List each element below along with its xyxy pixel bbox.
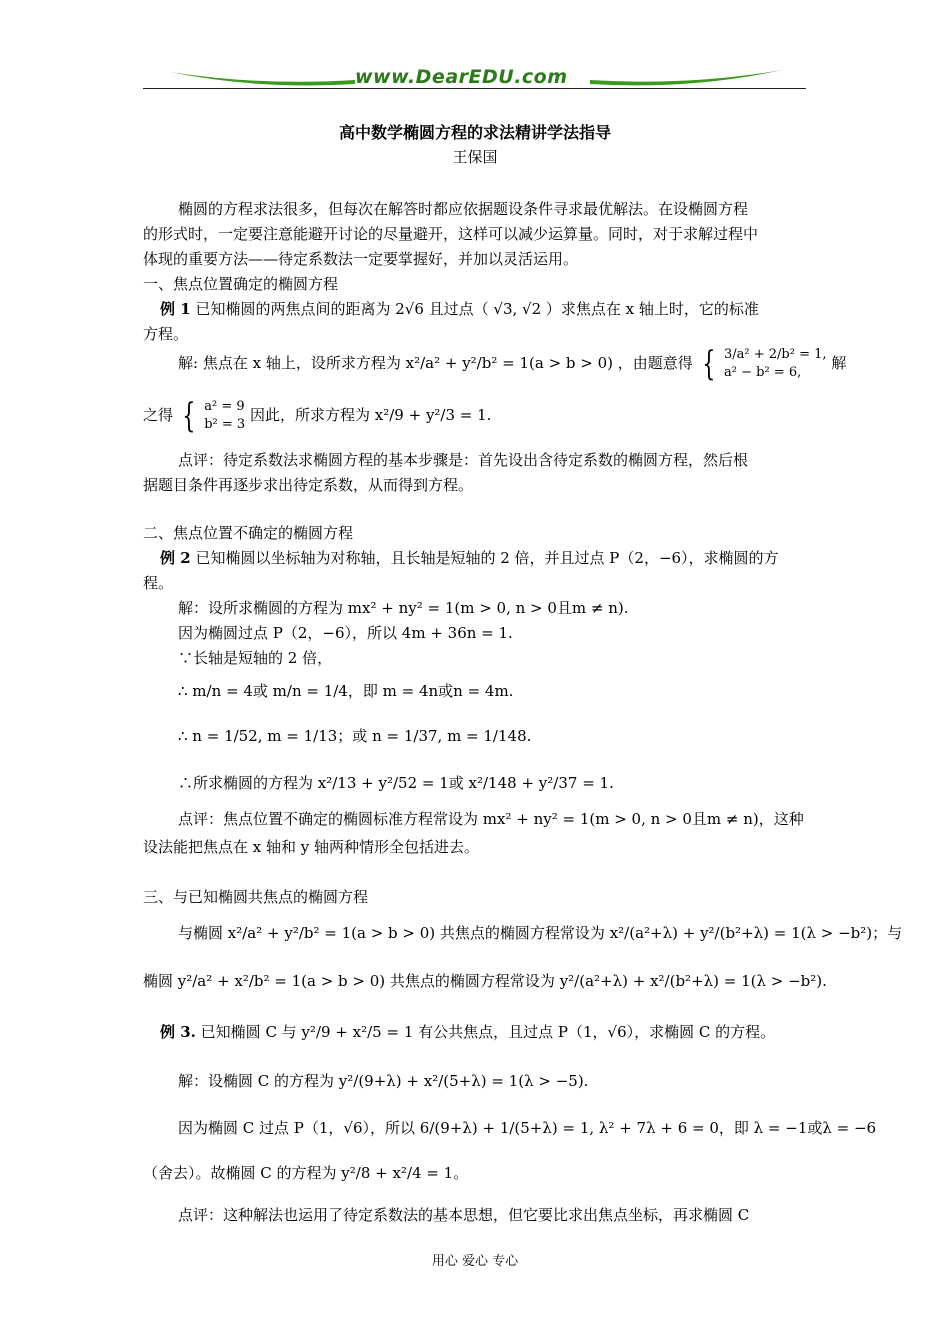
author: 王保国 (452, 148, 498, 166)
intro-line-3: 体现的重要方法——待定系数法一定要掌握好，并加以灵活运用。 (143, 250, 579, 268)
solution-3-line-2: 因为椭圆 C 过点 P（1，√6），所以 6/(9+λ) + 1/(5+λ) = 1, λ² + 7λ + 6 = 0，即 λ = −1或λ = −6 (178, 1119, 877, 1137)
system-eq-4: b² = 3 (204, 417, 246, 432)
solution-1-text-b: ，由题意得 (617, 354, 693, 372)
system-eq-3: a² = 9 (204, 399, 245, 414)
solution-1-line (178, 346, 846, 382)
solution-3-line-3: （舍去）。故椭圆 C 的方程为 y²/8 + x²/4 = 1。 (143, 1164, 469, 1182)
solution-2-line-6: ∴所求椭圆的方程为 x²/13 + y²/52 = 1或 x²/148 + y²/37 = 1. (178, 774, 614, 792)
comment-3-line-1: 点评：这种解法也运用了待定系数法的基本思想，但它要比求出焦点坐标，再求椭圆 C (178, 1206, 750, 1224)
example-3 (160, 1021, 775, 1042)
example-2-label: 例 2 (160, 549, 191, 567)
solution-3-line-1: 解：设椭圆 C 的方程为 y²/(9+λ) + x²/(5+λ) = 1(λ > −5). (178, 1072, 589, 1090)
header-divider (143, 88, 806, 89)
example-3-text: 已知椭圆 C 与 y²/9 + x²/5 = 1 有公共焦点，且过点 P（1，√6），求椭圆 C 的方程。 (200, 1023, 776, 1041)
solution-2-line-2: 因为椭圆过点 P（2，−6），所以 4m + 36n = 1. (178, 624, 513, 642)
header-logo-text: www.DearEDU.com (355, 66, 568, 88)
page-title: 高中数学椭圆方程的求法精讲学法指导 (338, 123, 611, 142)
solution-2-line-1: 解：设所求椭圆的方程为 mx² + ny² = 1(m > 0, n > 0且m ≠ n). (178, 599, 629, 617)
example-2-text-cont: 程。 (143, 574, 174, 592)
example-1-text-cont: 方程。 (143, 325, 189, 343)
system-brace: { (701, 344, 715, 384)
solution-1-text-e: 因此，所求方程为 (249, 406, 370, 424)
example-1-text: 已知椭圆的两焦点间的距离为 2√6 且过点（ √3, √2 ）求焦点在 x 轴上时，它的标准 (195, 300, 759, 318)
section-3-line-1: 与椭圆 x²/a² + y²/b² = 1(a > b > 0) 共焦点的椭圆方程常设为 x²/(a²+λ) + y²/(b²+λ) = 1(λ > −b²)；与 (178, 924, 903, 942)
example-1-label: 例 1 (160, 300, 191, 318)
equation-system-1 (724, 346, 827, 382)
comment-2-line-2: 设法能把焦点在 x 轴和 y 轴两种情形全包括进去。 (143, 838, 480, 856)
solution-1-text-c: 解 (831, 354, 847, 372)
section-3-heading: 三、与已知椭圆共焦点的椭圆方程 (143, 888, 369, 906)
equation-system-2 (204, 398, 245, 434)
result-brace: { (182, 396, 196, 436)
solution-1-answer: x²/9 + y²/3 = 1. (374, 406, 492, 424)
solution-1-equation: x²/a² + y²/b² = 1(a > b > 0) (405, 354, 614, 372)
section-1-heading: 一、焦点位置确定的椭圆方程 (143, 275, 339, 293)
solution-2-line-5: ∴ n = 1/52, m = 1/13；或 n = 1/37, m = 1/148. (178, 727, 532, 745)
intro-line-1: 椭圆的方程求法很多，但每次在解答时都应依据题设条件寻求最优解法。在设椭圆方程 (178, 200, 749, 218)
example-1 (160, 298, 759, 319)
solution-1-text-d: 之得 (143, 406, 174, 424)
section-2-heading: 二、焦点位置不确定的椭圆方程 (143, 524, 354, 542)
system-eq-2: a² − b² = 6, (724, 365, 802, 380)
page-footer: 用心 爱心 专心 (431, 1254, 519, 1269)
comment-2-line-1: 点评：焦点位置不确定的椭圆标准方程常设为 mx² + ny² = 1(m > 0, n > 0且m ≠ n)，这种 (178, 810, 804, 828)
example-2-text: 已知椭圆以坐标轴为对称轴，且长轴是短轴的 2 倍，并且过点 P（2，−6），求椭圆的方 (195, 549, 779, 567)
comment-1-line-2: 据题目条件再逐步求出待定系数，从而得到方程。 (143, 476, 474, 494)
solution-2-line-3: ∵长轴是短轴的 2 倍， (178, 649, 333, 667)
solution-1-text: 解: 焦点在 x 轴上，设所求方程为 (178, 354, 401, 372)
section-3-line-2: 椭圆 y²/a² + x²/b² = 1(a > b > 0) 共焦点的椭圆方程常设为 y²/(a²+λ) + x²/(b²+λ) = 1(λ > −b²). (143, 972, 827, 990)
system-eq-1: 3/a² + 2/b² = 1, (724, 347, 827, 362)
comment-1-line-1: 点评：待定系数法求椭圆方程的基本步骤是：首先设出含待定系数的椭圆方程，然后根 (178, 451, 749, 469)
intro-line-2: 的形式时，一定要注意能避开讨论的尽量避开，这样可以减少运算量。同时，对于求解过程中 (143, 225, 759, 243)
solution-1-result (143, 398, 491, 434)
example-2 (160, 547, 779, 568)
example-3-label: 例 3. (160, 1023, 196, 1041)
solution-2-line-4: ∴ m/n = 4或 m/n = 1/4，即 m = 4n或n = 4m. (178, 682, 514, 700)
